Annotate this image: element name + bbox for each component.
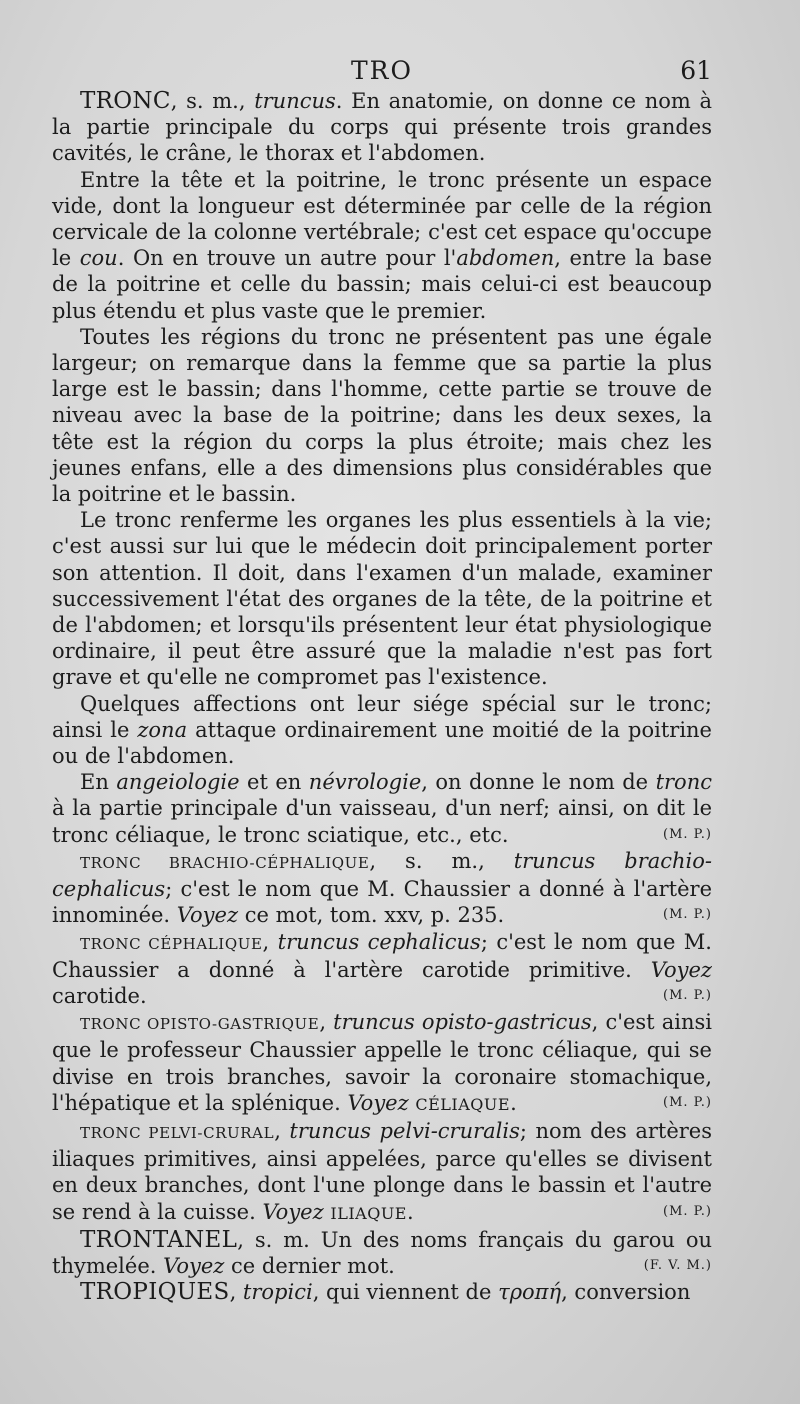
running-head (52, 54, 712, 88)
page-number: 61 (680, 56, 712, 85)
entry-tronc-pelvi-crural: TRONC PELVI-CRURAL, truncus pelvi-cruralis; nom des artères iliaques primitives, ainsi appelées, parce qu'elles se divisent en deux branches, dont l'une plonge dans le bassin et l'autre se rend à la cuisse. Voyez ILIAQUE. (M. P.) (52, 1118, 712, 1224)
headword-tronc-opisto-gastrique: TRONC OPISTO-GASTRIQUE (80, 1015, 320, 1034)
author-signature: (M. P.) (663, 987, 712, 1003)
author-signature: (F. V. M.) (643, 1257, 712, 1273)
entry-tronc-p6: En angeiologie et en névrologie, on donne le nom de tronc à la partie principale d'un vaisseau, d'un nerf; ainsi, on dit le tronc céliaque, le tronc sciatique, etc., etc. (M. P.) (52, 770, 712, 847)
entry-tronc-p1: TRONC, s. m., truncus. En anatomie, on donne ce nom à la partie principale du corps qui présente trois grandes cavités, le crâne, le thorax et l'abdomen. (52, 88, 712, 166)
dictionary-text (52, 88, 712, 1305)
entry-tronc-brachio-cephalique: TRONC BRACHIO-CÉPHALIQUE, s. m., truncus brachio-cephalicus; c'est le nom que M. Chaussier a donné à l'artère innominée. Voyez ce mot, tom. xxv, p. 235. (M. P.) (52, 848, 712, 928)
headword-trontanel: TRONTANEL (80, 1226, 238, 1253)
headword-tronc: TRONC (80, 88, 171, 114)
headword-tropiques: TROPIQUES (80, 1279, 230, 1306)
cross-reference: CÉLIAQUE (415, 1094, 511, 1114)
entry-tronc-p3: Toutes les régions du tronc ne présentent pas une égale largeur; on remarque dans la femme que sa partie la plus large est le bassin; dans l'homme, cette partie se trouve de niveau avec la base de la poitrine; dans les deux sexes, la tête est la région du corps la plus étroite; mais chez les jeunes enfans, elle a des dimensions plus considérables que la poitrine et le bassin. (52, 324, 712, 507)
cross-reference: ILIAQUE (330, 1203, 407, 1223)
author-signature: (M. P.) (663, 826, 712, 842)
author-signature: (M. P.) (663, 1094, 712, 1110)
author-signature: (M. P.) (663, 1203, 712, 1219)
author-signature: (M. P.) (663, 907, 712, 923)
entry-tronc-cephalique: TRONC CÉPHALIQUE, truncus cephalicus; c'est le nom que M. Chaussier a donné à l'artère carotide primitive. Voyez carotide. (M. P.) (52, 929, 712, 1008)
headword-tronc-pelvi-crural: TRONC PELVI-CRURAL (80, 1123, 275, 1142)
entry-trontanel: TRONTANEL, s. m. Un des noms français du garou ou thymelée. Voyez ce dernier mot. (F. V. M.) (52, 1226, 712, 1278)
headword-tronc-brachio-cephalique: TRONC BRACHIO-CÉPHALIQUE (80, 853, 370, 872)
entry-tropiques: TROPIQUES, tropici, qui viennent de τροπή, conversion (80, 1279, 691, 1306)
entry-tronc-opisto-gastrique: TRONC OPISTO-GASTRIQUE, truncus opisto-gastricus, c'est ainsi que le professeur Chaussier appelle le tronc céliaque, qui se divise en trois branches, savoir la coronaire stomachique, l'hépatique et la splénique. Voyez CÉLIAQUE. (M. P.) (52, 1010, 712, 1115)
entry-tronc-p5: Quelques affections ont leur siége spécial sur le tronc; ainsi le zona attaque ordinairement une moitié de la poitrine ou de l'abdomen. (52, 691, 712, 769)
running-title: TRO (351, 56, 413, 85)
entry-tronc-p4: Le tronc renferme les organes les plus essentiels à la vie; c'est aussi sur lui que le médecin doit principalement porter son attention. Il doit, dans l'examen d'un malade, examiner successivement l'état des organes de la tête, de la poitrine et de l'abdomen; et lorsqu'ils présentent leur état physiologique ordinaire, il peut être assuré que la maladie n'est pas fort grave et qu'elle ne compromet pas l'existence. (52, 508, 712, 690)
headword-tronc-cephalique: TRONC CÉPHALIQUE (80, 934, 263, 953)
entry-tronc-p2: Entre la tête et la poitrine, le tronc présente un espace vide, dont la longueur est déterminée par celle de la région cervicale de la colonne vertébrale; c'est cet espace qu'occupe le cou. On en trouve un autre pour l'abdomen, entre la base de la poitrine et celle du bassin; mais celui-ci est beaucoup plus étendu et plus vaste que le premier. (52, 167, 713, 323)
